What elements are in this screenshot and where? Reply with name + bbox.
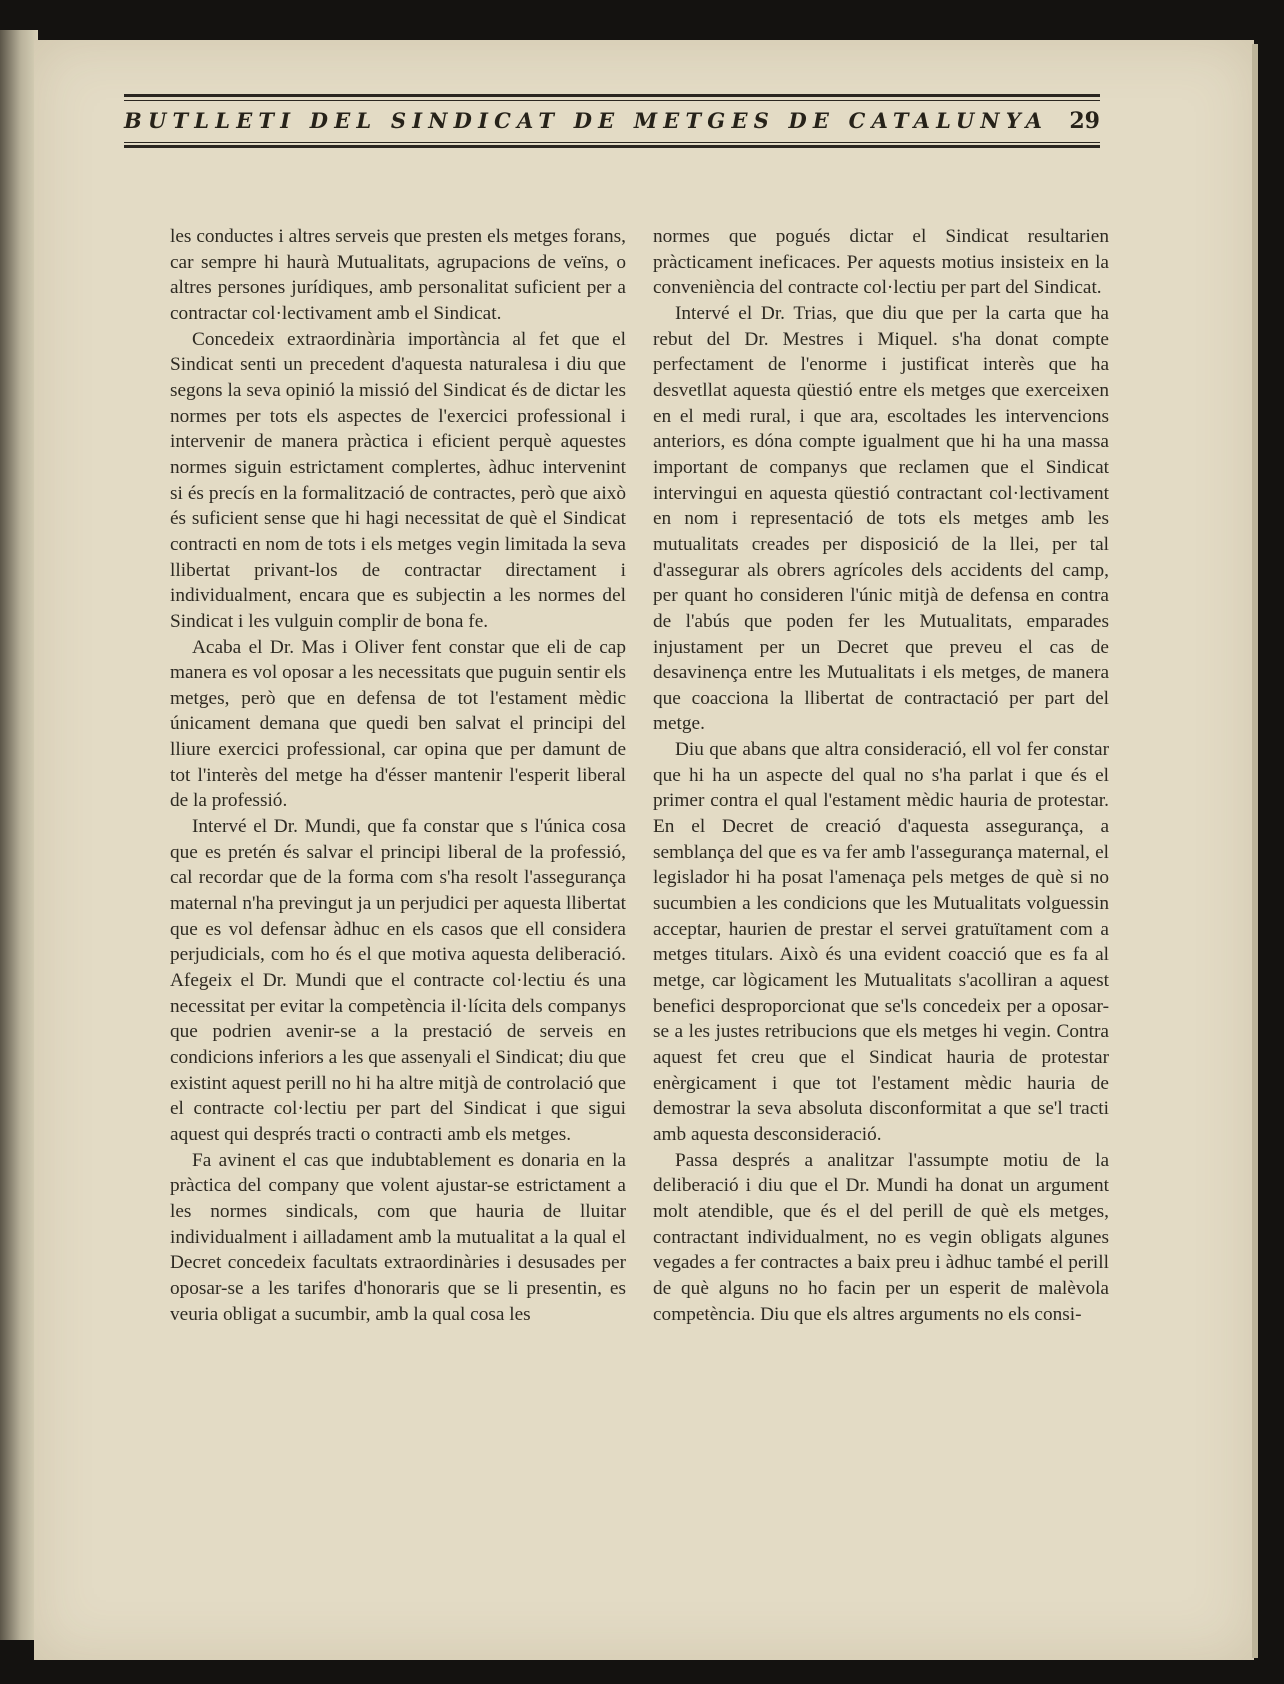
header-rule-top [124, 94, 1100, 97]
header-rule-top-thin [124, 100, 1100, 101]
header-rule-bottom [124, 145, 1100, 148]
paragraph: normes que pogués dictar el Sindicat resultarien pràcticament ineficaces. Per aquests motius insisteix en la conveniència del contracte col·lectiu per part del Sindicat. [653, 226, 1109, 299]
paragraph: Concedeix extraordinària importància al fet que el Sindicat senti un precedent d'aquesta naturalesa i diu que segons la seva opinió la missió del Sindicat és de dictar les normes per tots els aspectes de l'exercici professional i intervenir de manera pràctica i eficient perquè aquestes normes siguin estrictament complertes, àdhuc intervenint si és precís en la formalització de contractes, però que això és suficient sense que hi hagi necessitat de què el Sindicat contracti en nom de tots i els metges vegin limitada la seva llibertat privant-los de contractar directament i individualment, encara que es subjectin a les normes del Sindicat i les vulguin complir de bona fe. [170, 328, 626, 632]
page-number: 29 [1069, 108, 1100, 134]
paragraph: Acaba el Dr. Mas i Oliver fent constar que eli de cap manera es vol oposar a les necessitats que puguin sentir els metges, però que en defensa de tot l'estament mèdic únicament demana que quedi ben salvat el principi del lliure exercici professional, car opina que per damunt de tot l'interès del metge ha d'ésser mantenir l'esperit liberal de la professió. [170, 636, 626, 812]
page-edge [1252, 44, 1258, 1658]
header-rule-bottom-thin [124, 142, 1100, 143]
paragraph: Fa avinent el cas que indubtablement es donaria en la pràctica del company que volent ajustar-se estrictament a les normes sindicals, com que hauria de lluitar individualment i ailladament amb la mutualitat a la qual el Decret concedeix facultats extraordinàries i desusades per oposar-se a les tarifes d'honoraris que se li presentin, es veuria obligat a sucumbir, amb la qual cosa les [170, 1149, 626, 1325]
paragraph: les conductes i altres serveis que presten els metges forans, car sempre hi haurà Mutualitats, agrupacions de veïns, o altres persones jurídiques, amb personalitat suficient per a contractar col·lectivament amb el Sindicat. [170, 226, 626, 324]
left-column [170, 224, 626, 1544]
journal-title: BUTLLETI DEL SINDICAT DE METGES DE CATALUNYA [124, 108, 1049, 133]
adjacent-page-edge [0, 30, 38, 1640]
paragraph: Diu que abans que altra consideració, ell vol fer constar que hi ha un aspecte del qual no s'ha parlat i que és el primer contra el qual l'estament mèdic hauria de protestar. En el Decret de creació d'aquesta assegurança, a semblança del que es va fer amb l'assegurança maternal, el legislador hi ha posat l'amenaça pels metges de què si no sucumbien a les condicions que les Mutualitats volguessin acceptar, haurien de prestar el servei gratuïtament com a metges titulars. Això és una evident coacció que es fa al metge, car lògicament les Mutualitats s'acolliran a aquest benefici desproporcionat que se'ls concedeix per a oposar-se a les justes retribucions que els metges hi vegin. Contra aquest fet creu que el Sindicat hauria de protestar enèrgicament i que tot l'estament mèdic hauria de demostrar la seva absoluta disconformitat a que se'l tracti amb aquesta desconsideració. [653, 739, 1109, 1145]
paragraph: Passa després a analitzar l'assumpte motiu de la deliberació i diu que el Dr. Mundi ha donat un argument molt atendible, que és el del perill de què els metges, contractant individualment, no es vegin obligats algunes vegades a fer contractes a baix preu i àdhuc també el perill de què alguns no ho facin per un esperit de malèvola competència. Diu que els altres arguments no els consi- [653, 1149, 1109, 1325]
page-header [124, 94, 1100, 150]
paragraph: Intervé el Dr. Trias, que diu que per la carta que ha rebut del Dr. Mestres i Miquel. s'ha donat compte perfectament de l'enorme i justificat interès que ha desvetllat aquesta qüestió entre els metges que exerceixen en el medi rural, i que ara, escoltades les intervencions anteriors, es dóna compte igualment que hi ha una massa important de companys que reclamen que el Sindicat intervingui en aquesta qüestió contractant col·lectivament en nom i representació de tots els metges amb les mutualitats creades per disposició de la llei, per tal d'assegurar als obrers agrícoles dels accidents del camp, per quant ho consideren l'únic mitjà de defensa en contra de l'abús que poden fer les Mutualitats, emparades injustament per un Decret que preveu el cas de desavinença entre les Mutualitats i els metges, de manera que coacciona la llibertat de contractació per part del metge. [653, 302, 1109, 735]
right-column [653, 224, 1109, 1544]
paragraph: Intervé el Dr. Mundi, que fa constar que s l'única cosa que es pretén és salvar el principi liberal de la professió, cal recordar que de la forma com s'ha resolt l'assegurança maternal n'ha previngut ja un perjudici per aquesta llibertat que es vol defensar àdhuc en els casos que ell considera perjudicials, com ho és el que motiva aquesta deliberació. Afegeix el Dr. Mundi que el contracte col·lectiu és una necessitat per evitar la competència il·lícita dels companys que podrien avenir-se a la prestació de serveis en condicions inferiors a les que assenyali el Sindicat; diu que existint aquest perill no hi ha altre mitjà de controlació que el contracte col·lectiu per part del Sindicat i que sigui aquest qui després tracti o contracti amb els metges. [170, 816, 626, 1145]
